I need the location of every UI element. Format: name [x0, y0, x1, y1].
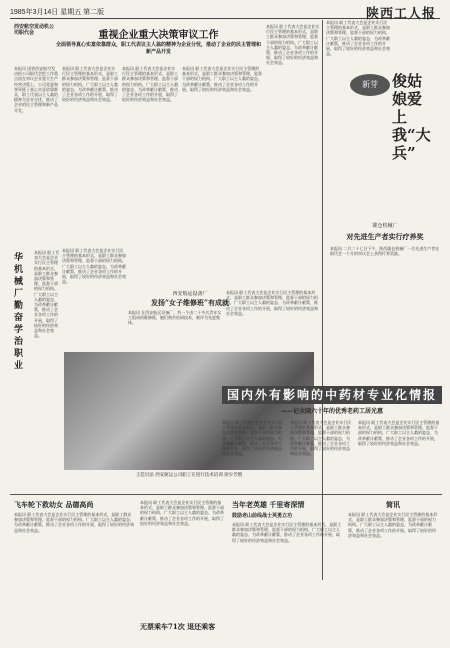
article3-body: 本报讯 在西安航运设备厂，有一个由二十多名青年女工组成的维修班，她们刻苦钻研技术，被评为先进集体。 [128, 310, 222, 326]
bottom-col3-title: 当年老英雄 千里寄深情 [232, 500, 305, 509]
bottom-col4-body: 本报讯 职工代表大会是企业实行民主管理的基本形式，是职工群众参加决策和管理、监督干部的权力机构。广大职工以主人翁的姿态，为改革献计献策，推动了企业各项工作的开展，取得了较好的经济效益和社会效益。 [348, 512, 438, 538]
bottom-col3-body: 本报讯 职工代表大会是企业实行民主管理的基本形式，是职工群众参加决策和管理、监督干部的权力机构。广大职工以主人翁的姿态，为改革献计献策，推动了企业各项工作的开展，取得了较好的经济效益和社会效益。 [232, 522, 342, 543]
lead-body-col5: 本报讯 职工代表大会是企业实行民主管理的基本形式，是职工群众参加决策和管理、监督干部的权力机构。广大职工以主人翁的姿态，为改革献计献策，推动了企业各项工作的开展，取得了较好的经济效益和社会效益。 [266, 24, 320, 66]
lead-body-col4: 本报讯 职工代表大会是企业实行民主管理的基本形式，是职工群众参加决策和管理、监督干部的权力机构。广大职工以主人翁的姿态，为改革献计献策，推动了企业各项工作的开展，取得了较好的经济效益和社会效益。 [182, 66, 262, 92]
page-header [10, 4, 440, 22]
bottom-col3-subtitle: 鼓励老山前线战士英勇立功 [232, 513, 293, 519]
feature-banner: 国内外有影响的中药材专业化情报 [222, 386, 442, 404]
article3-kicker: 西安航运设备厂 [172, 291, 208, 297]
lead-subtitle: 全面领导真心实意依靠群众，职工代表议主人翁的精神为企业分忧，推动了企业的民主管理和新产品开发 [56, 42, 262, 55]
article4-title: 对先进生产者实行疗养奖 [346, 232, 424, 241]
column-rule [322, 20, 323, 580]
lead-body-col3: 本报讯 职工代表大会是企业实行民主管理的基本形式，是职工群众参加决策和管理、监督干部的权力机构。广大职工以主人翁的姿态，为改革献计献策，推动了企业各项工作的开展，取得了较好的经济效益和社会效益。 [122, 66, 178, 103]
article2-body: 本报讯 职工代表大会是企业实行民主管理的基本形式，是职工群众参加决策和管理、监督干部的权力机构。广大职工以主人翁的姿态，为改革献计献策，推动了企业各项工作的开展，取得了较好的经济效益和社会效益。 [34, 250, 60, 339]
bottom-col1-body: 本报讯 职工代表大会是企业实行民主管理的基本形式，是职工群众参加决策和管理、监督干部的权力机构。广大职工以主人翁的姿态，为改革献计献策，推动了企业各项工作的开展，取得了较好的经济效益和社会效益。 [14, 512, 134, 533]
lead-body-col2: 本报讯 职工代表大会是企业实行民主管理的基本形式，是职工群众参加决策和管理、监督干部的权力机构。广大职工以主人翁的姿态，为改革献计献策，推动了企业各项工作的开展，取得了较好的经济效益和社会效益。 [62, 66, 118, 103]
masthead: 陕西工人报 [365, 7, 436, 22]
bottom-col2-title: 无票乘车71次 退还乘客 [140, 622, 216, 631]
feature-subtitle: ——记全国六十年的优秀老药工居光惠 [280, 408, 383, 415]
feature-body-3: 本报讯 职工代表大会是企业实行民主管理的基本形式，是职工群众参加决策和管理、监督干部的权力机构。广大职工以主人翁的姿态，为改革献计献策，推动了企业各项工作的开展，取得了较好的经济效益和社会效益。 [358, 420, 440, 446]
feature-body-1: 本报讯 职工代表大会是企业实行民主管理的基本形式，是职工群众参加决策和管理、监督干部的权力机构。广大职工以主人翁的姿态，为改革献计献策，推动了企业各项工作的开展，取得了较好的经济效益和社会效益。 [222, 420, 284, 457]
article2-body-b: 本报讯 职工代表大会是企业实行民主管理的基本形式，是职工群众参加决策和管理、监督干部的权力机构。广大职工以主人翁的姿态，为改革献计献策，推动了企业各项工作的开展，取得了较好的经济效益和社会效益。 [62, 248, 126, 285]
article2-title: 华机械厂勤奋学治职业 [14, 253, 24, 371]
bottom-col4-title: 简讯 [386, 500, 400, 509]
bottom-col1-title: 飞车轮下救幼女 品德高尚 [14, 500, 94, 509]
section-rule [10, 494, 442, 495]
sidebar-title: 俊姑娘爱上我“大兵” [392, 72, 431, 162]
bottom-col2-body: 本报讯 职工代表大会是企业实行民主管理的基本形式，是职工群众参加决策和管理、监督干部的权力机构。广大职工以主人翁的姿态，为改革献计献策，推动了企业各项工作的开展，取得了较好的经济效益和社会效益。 [140, 500, 224, 526]
article4-body: 本报讯 二月二十七日下午，陕西陇仓机械厂一名先进生产者在职代会一个月的审议会上获得疗养奖励。 [330, 246, 440, 257]
photo-caption: 王佳贝法 西安航运公司职工在进行技术培训 徐少芳摄 [135, 473, 243, 478]
issue-date: 1985年3月14日 星期五 第二版 [10, 9, 105, 16]
article4-kicker: 陇仓机械厂 [372, 223, 398, 229]
column-label: 新芽 [350, 74, 390, 96]
lead-kicker: 西安航空发动机公司职代会 [14, 24, 55, 36]
article3-title: 发扬“女子维修班”有成就 [150, 298, 230, 307]
sidebar-body: 本报讯 职工代表大会是企业实行民主管理的基本形式，是职工群众参加决策和管理、监督干部的权力机构。广大职工以主人翁的姿态，为改革献计献策，推动了企业各项工作的开展，取得了较好的经济效益和社会效益。 [326, 20, 390, 57]
feature-body-2: 本报讯 职工代表大会是企业实行民主管理的基本形式，是职工群众参加决策和管理、监督干部的权力机构。广大职工以主人翁的姿态，为改革献计献策，推动了企业各项工作的开展，取得了较好的经济效益和社会效益。 [290, 420, 352, 457]
lead-title: 重视企业重大决策审议工作 [98, 30, 219, 41]
lead-body-col1: 本报讯 国营西安航空发动机公司职代会把工作重点放在审议企业重大生产经营决策上，公司党委和领导班子真心实意依靠群众，职工代表以主人翁的精神为企业分忧，推动了企业的民主管理和新产品开发。 [14, 66, 58, 113]
article3-body-b: 本报讯 职工代表大会是企业实行民主管理的基本形式，是职工群众参加决策和管理、监督干部的权力机构。广大职工以主人翁的姿态，为改革献计献策，推动了企业各项工作的开展，取得了较好的经济效益和社会效益。 [226, 290, 318, 316]
